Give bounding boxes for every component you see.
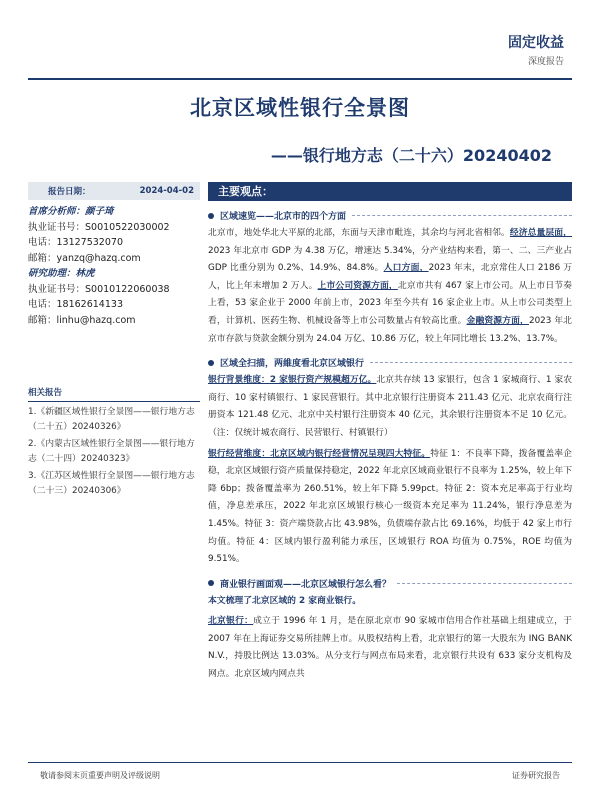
report-category: 固定收益	[508, 35, 564, 51]
section-bullet-banks	[208, 577, 572, 590]
page-title: 北京区域性银行全景图	[190, 95, 410, 120]
section-bullet-scan	[208, 356, 572, 369]
report-date-label: 报告日期：	[48, 187, 91, 197]
analyst-name: 颜子琦	[85, 206, 114, 217]
related-report-item[interactable]: 2.《内蒙古区域性银行全景图——银行地方志（二十四）20240323》	[28, 439, 195, 464]
header-divider	[28, 78, 572, 80]
report-date-bar	[28, 182, 200, 200]
main-content	[208, 182, 572, 684]
bullet-divider	[370, 362, 572, 363]
analyst-cert: 执业证书号：S0010522030002	[28, 221, 170, 233]
section-title: 区域速览——北京市的四个方面	[220, 212, 347, 222]
bullet-dot-icon	[208, 360, 214, 366]
bullet-divider	[397, 583, 572, 584]
assistant-line	[28, 266, 200, 282]
assistant-email[interactable]: 邮箱：linhu@hazq.com	[28, 314, 136, 326]
paragraph-bank-background: 银行背景维度：2 家银行资产规模超万亿。北京共存续 13 家银行，包含 1 家城商行、1 家农商行、10 家村镇银行、1 家民营银行。其中北京银行注册资本 211.43 亿元、北京农商行注册资本 121.48 亿元、北京中关村银行注册资本 40 亿元，其余银行注册资本不足 10 亿元。（注：仅统计城农商行、民营银行、村镇银行）	[208, 375, 572, 438]
related-report-item[interactable]: 1.《新疆区域性银行全景图——银行地方志（二十五）20240326》	[28, 407, 195, 432]
sidebar	[28, 182, 200, 498]
analyst-role: 首席分析师：	[28, 206, 86, 217]
analyst-line	[28, 204, 200, 220]
assistant-role: 研究助理：	[28, 268, 76, 279]
footer-label: 证券研究报告	[512, 771, 560, 780]
paragraph-bank-operations: 银行经营维度：北京区域内银行经营情况呈现四大特征。特征 1：不良率下降，拨备覆盖率企稳，北京区域银行资产质量保持稳定，2022 年北京区域商业银行不良率为 1.25%，较上年下降 6bp；拨备覆盖率为 260.51%，较上年下降 5.99pct。特征 2：资本充足率高于行业均值，净息差承压，2022 年北京区域银行核心一级资本充足率为 11.24%，银行净息差为 1.45%。特征 3：资产端贷款占比 43.98%，负债端存款占比 69.16%，均低于 42 家上市行均值。特征 4：区域内银行盈利能力承压，区域银行 ROA 均值为 0.75%，ROE 均值为 9.51%。	[208, 448, 572, 565]
report-type: 深度报告	[527, 57, 564, 67]
related-reports-heading: 相关报告	[28, 386, 200, 402]
section-title: 区域全扫描，两維度看北京区域银行	[220, 359, 365, 370]
page-subtitle: ——银行地方志（二十六）20240402	[270, 146, 552, 165]
section-title: 商业银行画面观——北京区域银行怎么看？	[220, 579, 392, 590]
related-report-item[interactable]: 3.《江苏区域性银行全景图——银行地方志（二十三）20240306》	[28, 471, 195, 496]
paragraph-region-overview: 北京市，地处华北大平原的北部，东面与天津市毗连，其余均与河北省相邻。经济总量层面，2023 年北京市 GDP 为 4.38 万亿，增速达 5.34%，分产业结构来看，第一、二、三产业占 GDP 比重分别为 0.2%、14.9%、84.8%。人口方面，2023 年末，北京常住人口 2186 万人，比上年末增加 2 万人。上市公司资源方面，北京市共有 467 家上市公司。从上市日节奏上看，53 家企业于 2000 年前上市，2023 年至今共有 16 家企业上市。从上市公司类型上看，计算机、医药生物、机械设备等上市公司数量占有较高比重。金融资源方面，2023 年北京市存款与贷款金额分别为 24.04 万亿、10.86 万亿，较上年同比增长 13.2%、13.7%。	[208, 228, 572, 344]
bullet-dot-icon	[208, 213, 214, 219]
bullet-divider	[352, 215, 572, 216]
assistant-phone: 电话：18162614133	[28, 299, 123, 310]
analyst-phone: 电话：13127532070	[28, 237, 123, 248]
footer-divider	[28, 762, 572, 763]
report-date-value: 2024-04-02	[139, 186, 194, 196]
paragraph-bank-count: 本文梳理了北京区域的 2 家商业银行。	[208, 595, 361, 606]
footer-disclaimer: 敬请参阅末页重要声明及评级说明	[40, 771, 160, 780]
paragraph-bank-of-beijing: 北京银行：成立于 1996 年 1 月，是在原北京市 90 家城市信用合作社基础上组建成立，于 2007 年在上海证券交易所挂牌上市。从股权结构上看，北京银行的第一大股东为 ING BANK N.V.，持股比例达 13.03%。从分支行与网点布局来看，北京银行共设有 633 家分支机构及网点。北京区域内网点共	[208, 616, 572, 680]
section-bullet-region	[208, 209, 572, 222]
bullet-dot-icon	[208, 580, 214, 586]
main-points-heading: 主要观点：	[208, 182, 572, 201]
analyst-email[interactable]: 邮箱：yanzq@hazq.com	[28, 252, 141, 264]
assistant-cert: 执业证书号：S0010122060038	[28, 283, 170, 295]
assistant-name: 林虎	[75, 268, 95, 279]
